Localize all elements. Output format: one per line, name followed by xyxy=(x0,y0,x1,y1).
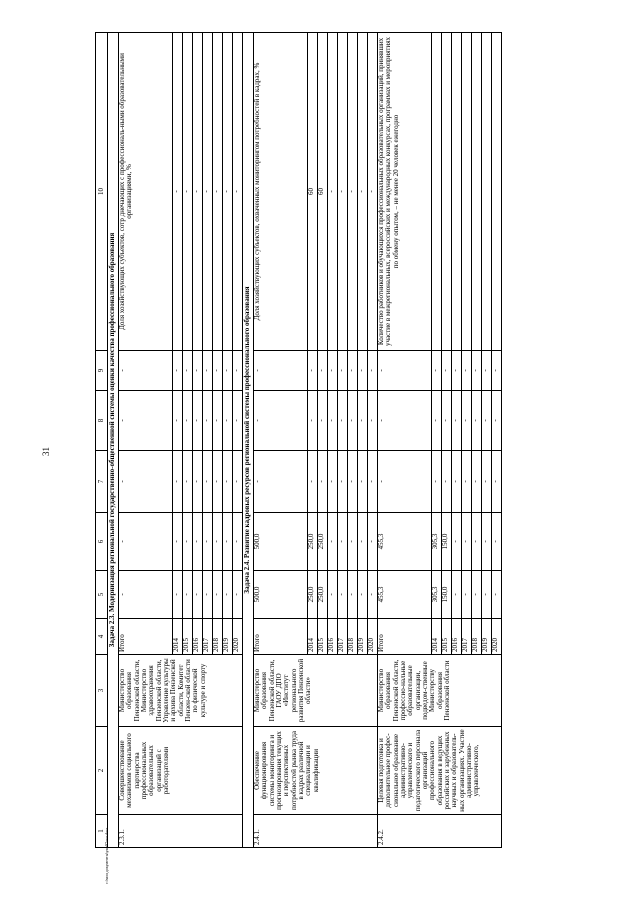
year-cell: 2016 xyxy=(452,619,462,655)
indicator-value-cell xyxy=(462,33,472,351)
value-cell: - xyxy=(452,513,462,571)
header-cell: 1 xyxy=(96,815,108,848)
value-cell: - xyxy=(328,571,338,619)
indicator-value-cell: - xyxy=(338,33,348,351)
value-cell: 150,0 xyxy=(442,571,452,619)
value-cell: - xyxy=(119,513,173,571)
value-cell: - xyxy=(368,571,378,619)
indicator-value-cell: - xyxy=(213,33,223,351)
header-cell: 5 xyxy=(96,571,108,619)
value-cell: - xyxy=(378,351,432,391)
value-cell: - xyxy=(432,351,442,391)
value-cell: - xyxy=(328,451,338,513)
value-cell: - xyxy=(492,571,502,619)
header-cell: 9 xyxy=(96,351,108,391)
value-cell: - xyxy=(442,391,452,451)
section-title-row xyxy=(108,33,119,848)
value-cell: - xyxy=(348,571,358,619)
value-cell: - xyxy=(452,451,462,513)
value-cell: - xyxy=(213,513,223,571)
value-cell: - xyxy=(432,451,442,513)
value-cell: - xyxy=(173,391,183,451)
value-cell: - xyxy=(233,513,243,571)
indicator-value-cell: - xyxy=(328,33,338,351)
value-cell: - xyxy=(223,391,233,451)
value-cell: - xyxy=(472,451,482,513)
header-cell: 4 xyxy=(96,619,108,655)
year-cell: 2017 xyxy=(462,619,472,655)
value-cell: - xyxy=(213,571,223,619)
year-cell: Итого xyxy=(119,619,173,655)
section-title-row xyxy=(243,33,254,848)
value-cell: - xyxy=(462,351,472,391)
indicator-value-cell xyxy=(482,33,492,351)
header-cell: 2 xyxy=(96,727,108,815)
value-cell: - xyxy=(213,351,223,391)
value-cell: - xyxy=(358,451,368,513)
year-cell: 2015 xyxy=(442,619,452,655)
header-cell: 7 xyxy=(96,451,108,513)
year-cell: 2014 xyxy=(432,619,442,655)
value-cell: - xyxy=(368,451,378,513)
item-number: 2.3.1. xyxy=(119,815,243,848)
value-cell: - xyxy=(203,391,213,451)
year-cell: 2017 xyxy=(203,619,213,655)
year-cell: 2016 xyxy=(328,619,338,655)
value-cell: - xyxy=(308,451,318,513)
value-cell: 455,3 xyxy=(378,513,432,571)
value-cell: - xyxy=(213,451,223,513)
section-title: Задача 2.3. Модернизация региональной государственно-общественной системы оценки качества профессионального образования xyxy=(108,33,119,848)
value-cell: - xyxy=(183,513,193,571)
value-cell: - xyxy=(193,513,203,571)
value-cell: - xyxy=(358,351,368,391)
value-cell: - xyxy=(223,571,233,619)
value-cell: 455,3 xyxy=(378,571,432,619)
value-cell: - xyxy=(462,451,472,513)
value-cell: - xyxy=(254,391,308,451)
value-cell: - xyxy=(492,451,502,513)
value-cell: - xyxy=(183,391,193,451)
value-cell: - xyxy=(482,513,492,571)
value-cell: - xyxy=(338,571,348,619)
executor: Министерство образования Пензенской области, профессио-нальные образовательные организации, подведом-ственные Министерству образования Пензенской области xyxy=(378,655,502,727)
value-cell: - xyxy=(203,513,213,571)
value-cell: - xyxy=(338,391,348,451)
value-cell: - xyxy=(368,351,378,391)
value-cell: - xyxy=(442,351,452,391)
section-title: Задача 2.4. Развитие кадровых ресурсов региональной системы профессионального образования xyxy=(243,33,254,848)
value-cell: - xyxy=(119,571,173,619)
value-cell: - xyxy=(254,351,308,391)
value-cell: - xyxy=(318,451,328,513)
value-cell: - xyxy=(183,351,193,391)
value-cell: - xyxy=(472,391,482,451)
value-cell: - xyxy=(348,391,358,451)
value-cell: - xyxy=(482,571,492,619)
indicator-value-cell: - xyxy=(233,33,243,351)
item-number: 2.4.2. xyxy=(378,815,502,848)
value-cell: - xyxy=(119,351,173,391)
value-cell: - xyxy=(173,451,183,513)
value-cell: - xyxy=(442,451,452,513)
activity-name: Обеспечение функционирования системы мониторинга и прогнозирования текущих и перспективных потребностей рынка труда в кадрах различной специализации и квалификации xyxy=(254,727,378,815)
value-cell: - xyxy=(358,513,368,571)
value-cell: - xyxy=(203,451,213,513)
table-row xyxy=(254,33,308,848)
value-cell: - xyxy=(452,391,462,451)
year-cell: 2015 xyxy=(318,619,328,655)
value-cell: - xyxy=(452,571,462,619)
year-cell: 2018 xyxy=(213,619,223,655)
value-cell: - xyxy=(482,451,492,513)
value-cell: - xyxy=(492,513,502,571)
value-cell: - xyxy=(358,571,368,619)
table-row xyxy=(378,33,432,848)
year-cell: Итого xyxy=(378,619,432,655)
item-number: 2.4.1. xyxy=(254,815,378,848)
value-cell: - xyxy=(213,391,223,451)
value-cell: 250,0 xyxy=(318,571,328,619)
value-cell: - xyxy=(173,513,183,571)
value-cell: - xyxy=(233,351,243,391)
program-table xyxy=(95,32,502,848)
indicator-value-cell: - xyxy=(173,33,183,351)
page-number: 31 xyxy=(41,447,51,456)
value-cell: - xyxy=(183,451,193,513)
value-cell: - xyxy=(318,391,328,451)
value-cell: - xyxy=(254,451,308,513)
indicator-cell: Количество работников и обучающихся профессиональных образовательных организаций, принявших участие в межрегиональных, всероссийских и международных конкурсах, программах и мероприятиях по обмену опытом, – не менее 20 человек ежегодно xyxy=(378,33,432,351)
value-cell: - xyxy=(308,391,318,451)
indicator-value-cell: - xyxy=(358,33,368,351)
value-cell: - xyxy=(462,391,472,451)
indicator-cell: Доля хозяйствующих субъектов, охваченных мониторингом потребностей в кадрах, % xyxy=(254,33,308,351)
year-cell: 2019 xyxy=(358,619,368,655)
year-cell: 2014 xyxy=(308,619,318,655)
value-cell: - xyxy=(173,571,183,619)
value-cell: - xyxy=(233,571,243,619)
indicator-cell: Доля хозяйствующих субъектов, сотр днечающих с профессиональ-ными образовательными организациями, % xyxy=(119,33,173,351)
value-cell: - xyxy=(482,351,492,391)
header-cell: 3 xyxy=(96,655,108,727)
value-cell: - xyxy=(338,513,348,571)
value-cell: 250,0 xyxy=(308,513,318,571)
header-cell: 8 xyxy=(96,391,108,451)
indicator-value-cell: 60 xyxy=(318,33,328,351)
value-cell: - xyxy=(492,391,502,451)
executor: Министерство образования Пензенской области, ГАОУ ДПО «Институт регионального развития Пензенской области» xyxy=(254,655,378,727)
year-cell: 2017 xyxy=(338,619,348,655)
indicator-value-cell: - xyxy=(183,33,193,351)
value-cell: - xyxy=(233,391,243,451)
executor: Министерство образования Пензенской области, Министерство здравоохранения Пензенской области, Управление культуры и архива Пензенской области, Комитет Пензен-ской области по физической культуре и спорту xyxy=(119,655,243,727)
year-cell: 2018 xyxy=(472,619,482,655)
value-cell: - xyxy=(378,391,432,451)
value-cell: - xyxy=(452,351,462,391)
header-cell: 10 xyxy=(96,33,108,351)
year-cell: 2019 xyxy=(223,619,233,655)
indicator-value-cell xyxy=(432,33,442,351)
year-cell: Итого xyxy=(254,619,308,655)
value-cell: - xyxy=(338,451,348,513)
value-cell: - xyxy=(193,391,203,451)
year-cell: 2018 xyxy=(348,619,358,655)
indicator-value-cell: - xyxy=(193,33,203,351)
value-cell: 500,0 xyxy=(254,571,308,619)
value-cell: - xyxy=(462,513,472,571)
indicator-value-cell: - xyxy=(368,33,378,351)
indicator-value-cell xyxy=(492,33,502,351)
value-cell: - xyxy=(432,391,442,451)
value-cell: - xyxy=(482,391,492,451)
value-cell: 150,0 xyxy=(442,513,452,571)
indicator-value-cell: - xyxy=(223,33,233,351)
value-cell: - xyxy=(472,513,482,571)
indicator-value-cell xyxy=(452,33,462,351)
rotated-page xyxy=(95,33,640,848)
value-cell: - xyxy=(223,451,233,513)
value-cell: - xyxy=(203,351,213,391)
table-row xyxy=(119,33,173,848)
value-cell: - xyxy=(119,451,173,513)
value-cell: - xyxy=(308,351,318,391)
value-cell: - xyxy=(193,351,203,391)
value-cell: - xyxy=(338,351,348,391)
value-cell: - xyxy=(193,571,203,619)
value-cell: - xyxy=(328,513,338,571)
value-cell: - xyxy=(492,351,502,391)
value-cell: 305,3 xyxy=(432,513,442,571)
header-row xyxy=(96,33,108,848)
value-cell: - xyxy=(203,571,213,619)
value-cell: 250,0 xyxy=(318,513,328,571)
value-cell: - xyxy=(223,351,233,391)
value-cell: - xyxy=(462,571,472,619)
value-cell: - xyxy=(223,513,233,571)
value-cell: 305,3 xyxy=(432,571,442,619)
value-cell: - xyxy=(472,351,482,391)
value-cell: - xyxy=(183,571,193,619)
value-cell: - xyxy=(318,351,328,391)
value-cell: - xyxy=(358,391,368,451)
indicator-value-cell xyxy=(472,33,482,351)
year-cell: 2020 xyxy=(492,619,502,655)
value-cell: - xyxy=(119,391,173,451)
value-cell: - xyxy=(348,513,358,571)
value-cell: - xyxy=(368,513,378,571)
value-cell: - xyxy=(368,391,378,451)
value-cell: - xyxy=(378,451,432,513)
year-cell: 2016 xyxy=(193,619,203,655)
year-cell: 2014 xyxy=(173,619,183,655)
value-cell: - xyxy=(173,351,183,391)
footer-file-path: c:\мои документы\укф97-нн.docx xyxy=(104,827,109,884)
activity-name: Целевая подготовка и дополнительное профес-сиональное образование административно-управленческого и педагогического персонала организаций профессионального образования в ведущих российских и зарубежных научных и образователь-ных организациях. Участие административно-управленческого, xyxy=(378,727,502,815)
year-cell: 2020 xyxy=(368,619,378,655)
value-cell: - xyxy=(328,391,338,451)
value-cell: - xyxy=(472,571,482,619)
header-cell: 6 xyxy=(96,513,108,571)
year-cell: 2019 xyxy=(482,619,492,655)
value-cell: - xyxy=(193,451,203,513)
activity-name: Совершенствование механизмов социального партнерства профессиональных образовательных организаций с работодателями xyxy=(119,727,243,815)
value-cell: - xyxy=(328,351,338,391)
year-cell: 2015 xyxy=(183,619,193,655)
value-cell: - xyxy=(348,451,358,513)
value-cell: - xyxy=(348,351,358,391)
year-cell: 2020 xyxy=(233,619,243,655)
value-cell: 250,0 xyxy=(308,571,318,619)
indicator-value-cell: - xyxy=(203,33,213,351)
indicator-value-cell: - xyxy=(348,33,358,351)
value-cell: - xyxy=(233,451,243,513)
indicator-value-cell: 60 xyxy=(308,33,318,351)
value-cell: 500,0 xyxy=(254,513,308,571)
indicator-value-cell xyxy=(442,33,452,351)
